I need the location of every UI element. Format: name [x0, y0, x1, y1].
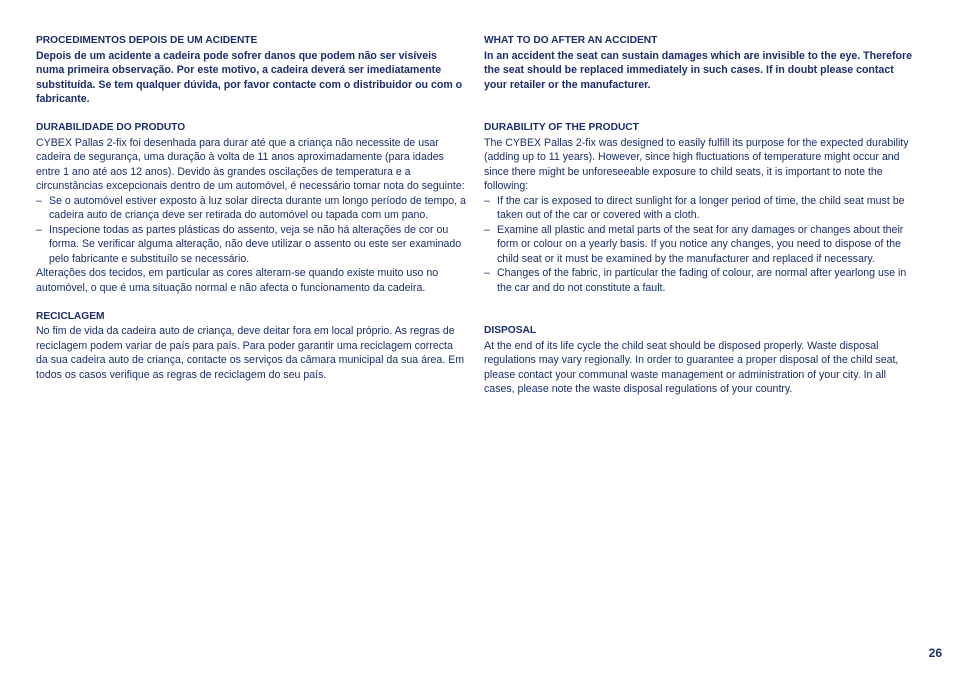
durability-intro-en: The CYBEX Pallas 2-fix was designed to easily fulfill its purpose for the expected durability (adding up to 11 years). However, since high fluctuations of temperature might occur and since there might be unforeseeable exposure to child seats, it is important to note the following: [484, 136, 909, 192]
page-number: 26 [928, 646, 942, 660]
recycling-body-pt: No fim de vida da cadeira auto de criança, deve deitar fora em local próprio. As regras de reciclagem podem variar de país para país. Para poder garantir uma reciclagem correcta da sua cadeira auto de criança, contacte os serviços da câmara municipal da sua área. Em todos os casos verifique as regras de reciclagem do seu país. [36, 325, 465, 381]
accident-heading-pt: PROCEDIMENTOS DEPOIS DE UM ACIDENTE [36, 35, 258, 46]
portuguese-column [36, 34, 466, 397]
list-item: – Se o automóvel estiver exposto à luz solar directa durante um longo período de tempo, a cadeira auto de criança deve ser retirada do automóvel ou tapada com um pano. [36, 194, 466, 221]
disposal-section-en [484, 324, 918, 397]
accident-body-en: In an accident the seat can sustain damages which are invisible to the eye. Therefore the seat should be replaced immediately in such cases. If in doubt please contact your retailer or the manufacturer. [484, 49, 913, 91]
bullet-dash: – [484, 194, 490, 207]
accident-section-en [484, 34, 918, 92]
bullet-dash: – [484, 267, 490, 279]
accident-heading-en: WHAT TO DO AFTER AN ACCIDENT [484, 35, 658, 46]
list-item: – Inspecione todas as partes plásticas do assento, veja se não há alterações de cor ou forma. Se verificar alguma alteração, não deve utilizar o assento ou este ser examinado pelo fabricante e substituílo se necessário. [36, 223, 462, 265]
accident-body-pt: Depois de um acidente a cadeira pode sofrer danos que podem não ser visíveis numa primeira observação. Por este motivo, a cadeira deverá ser imediatamente substituída. Se tem qualquer dúvida, por favor contacte com o distribuidor ou com o fabricante. [36, 49, 463, 105]
bullet-dash: – [36, 194, 42, 207]
disposal-body-en: At the end of its life cycle the child seat should be disposed properly. Waste disposal regulations may vary regionally. In order to guarantee a proper disposal of the child seat, please contact your communal waste management or administration of your city. In all cases, please note the waste disposal regulations of your country. [484, 339, 899, 395]
bullet-dash: – [36, 223, 42, 236]
recycling-section-pt [36, 310, 466, 383]
list-item: – Changes of the fabric, in particular the fading of colour, are normal after yearlong use in the car and do not constitute a fault. [484, 267, 907, 294]
bullet-dash: – [484, 223, 490, 236]
durability-list-pt [36, 194, 466, 267]
accident-section-pt [36, 34, 466, 107]
durability-intro-pt: CYBEX Pallas 2-fix foi desenhada para durar até que a criança não necessite de usar cadeira de segurança, uma duração à volta de 11 anos aproximadamente (para idades entre 1 ano até aos 12 anos). Devido às grandes oscilações de temperatura e a circunstâncias excepcionais dentro de um automóvel, é necessário tomar nota do seguinte: [36, 136, 465, 192]
list-item: – Examine all plastic and metal parts of the seat for any damages or changes about their form or colour on a yearly basis. If you notice any changes, you need to dispose of the child seat or it must be examined by the manufacturer and replaced if necessary. [484, 223, 904, 265]
english-column [484, 34, 918, 411]
disposal-heading-en: DISPOSAL [484, 325, 537, 336]
durability-section-pt [36, 121, 466, 295]
durability-heading-en: DURABILITY OF THE PRODUCT [484, 122, 639, 133]
durability-list-en [484, 194, 918, 296]
durability-heading-pt: DURABILIDADE DO PRODUTO [36, 122, 186, 133]
durability-section-en [484, 121, 918, 295]
durability-outro-pt: Alterações dos tecidos, em particular as cores alteram-se quando existe muito uso no automóvel, o que é uma situação normal e não afecta o funcionamento da cadeira. [36, 267, 439, 294]
list-item: – If the car is exposed to direct sunlight for a longer period of time, the child seat must be taken out of the car or covered with a cloth. [484, 194, 905, 221]
recycling-heading-pt: RECICLAGEM [36, 310, 105, 322]
